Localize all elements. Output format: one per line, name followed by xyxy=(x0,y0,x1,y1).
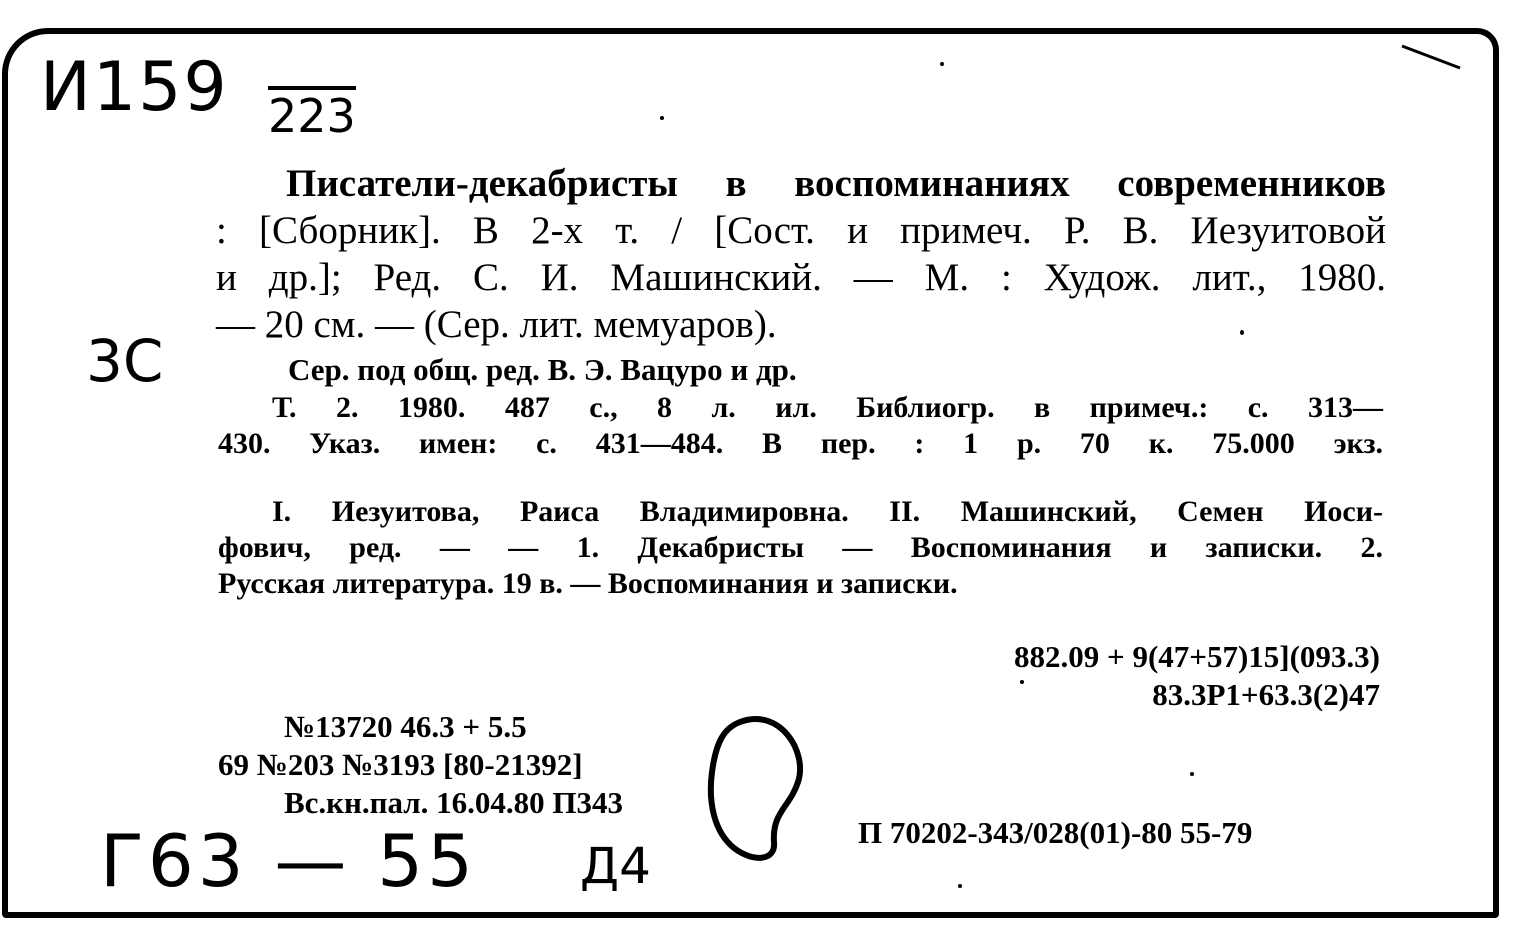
speck xyxy=(660,116,664,120)
classification-line: 882.09 + 9(47+57)15](093.3) xyxy=(1014,639,1380,674)
subject-line: фович, ред. — — 1. Декабристы — Воспоминания и записки. 2. xyxy=(218,531,1383,564)
handwritten-call-number: И159 xyxy=(40,48,229,127)
volume-line: Т. 2. 1980. 487 с., 8 л. ил. Библиогр. в примеч.: с. 313— xyxy=(272,391,1383,424)
speck xyxy=(1240,330,1244,335)
classification-numbers xyxy=(1014,638,1380,714)
handwritten-call-number-sub: 223 xyxy=(268,86,356,142)
classification-line: 83.3Р1+63.3(2)47 xyxy=(1152,677,1380,712)
registry-numbers xyxy=(218,708,623,822)
handwritten-margin-mark: 3С xyxy=(86,327,164,395)
handwritten-bottom-code: Г63 — 55 xyxy=(100,819,477,903)
subject-line: I. Иезуитова, Раиса Владимировна. II. Машинский, Семен Иоси- xyxy=(272,495,1383,528)
bibliographic-title xyxy=(216,160,1386,348)
title-line: Писатели-декабристы в воспоминаниях современников xyxy=(286,162,1386,205)
registry-line: №13720 46.3 + 5.5 xyxy=(284,709,527,744)
speck xyxy=(1020,680,1024,684)
volume-description xyxy=(218,390,1383,462)
registry-line: Вс.кн.пал. 16.04.80 П343 xyxy=(284,785,624,820)
title-line: : [Сборник]. В 2-х т. / [Сост. и примеч. Р. В. Иезуитовой xyxy=(216,209,1386,252)
subject-line: Русская литература. 19 в. — Воспоминания и записки. xyxy=(218,567,958,600)
title-line: и др.]; Ред. С. И. Машинский. — М. : Худож. лит., 1980. xyxy=(216,256,1386,299)
series-note: Сер. под общ. ред. В. Э. Вацуро и др. xyxy=(288,352,797,387)
index-code: П 70202-343/028(01)-80 55-79 xyxy=(858,815,1253,850)
speck xyxy=(940,62,944,66)
volume-line: 430. Указ. имен: с. 431—484. В пер. : 1 р. 70 к. 75.000 экз. xyxy=(218,427,1383,460)
speck xyxy=(958,884,962,888)
title-line: — 20 см. — (Сер. лит. мемуаров). xyxy=(216,303,777,346)
subject-headings xyxy=(218,494,1383,602)
registry-line: 69 №203 №3193 [80-21392] xyxy=(218,747,583,782)
speck xyxy=(1190,772,1194,776)
handwritten-loop-mark xyxy=(700,712,810,872)
stray-pen-mark xyxy=(1400,38,1470,78)
handwritten-bottom-mark: Д4 xyxy=(580,837,651,895)
